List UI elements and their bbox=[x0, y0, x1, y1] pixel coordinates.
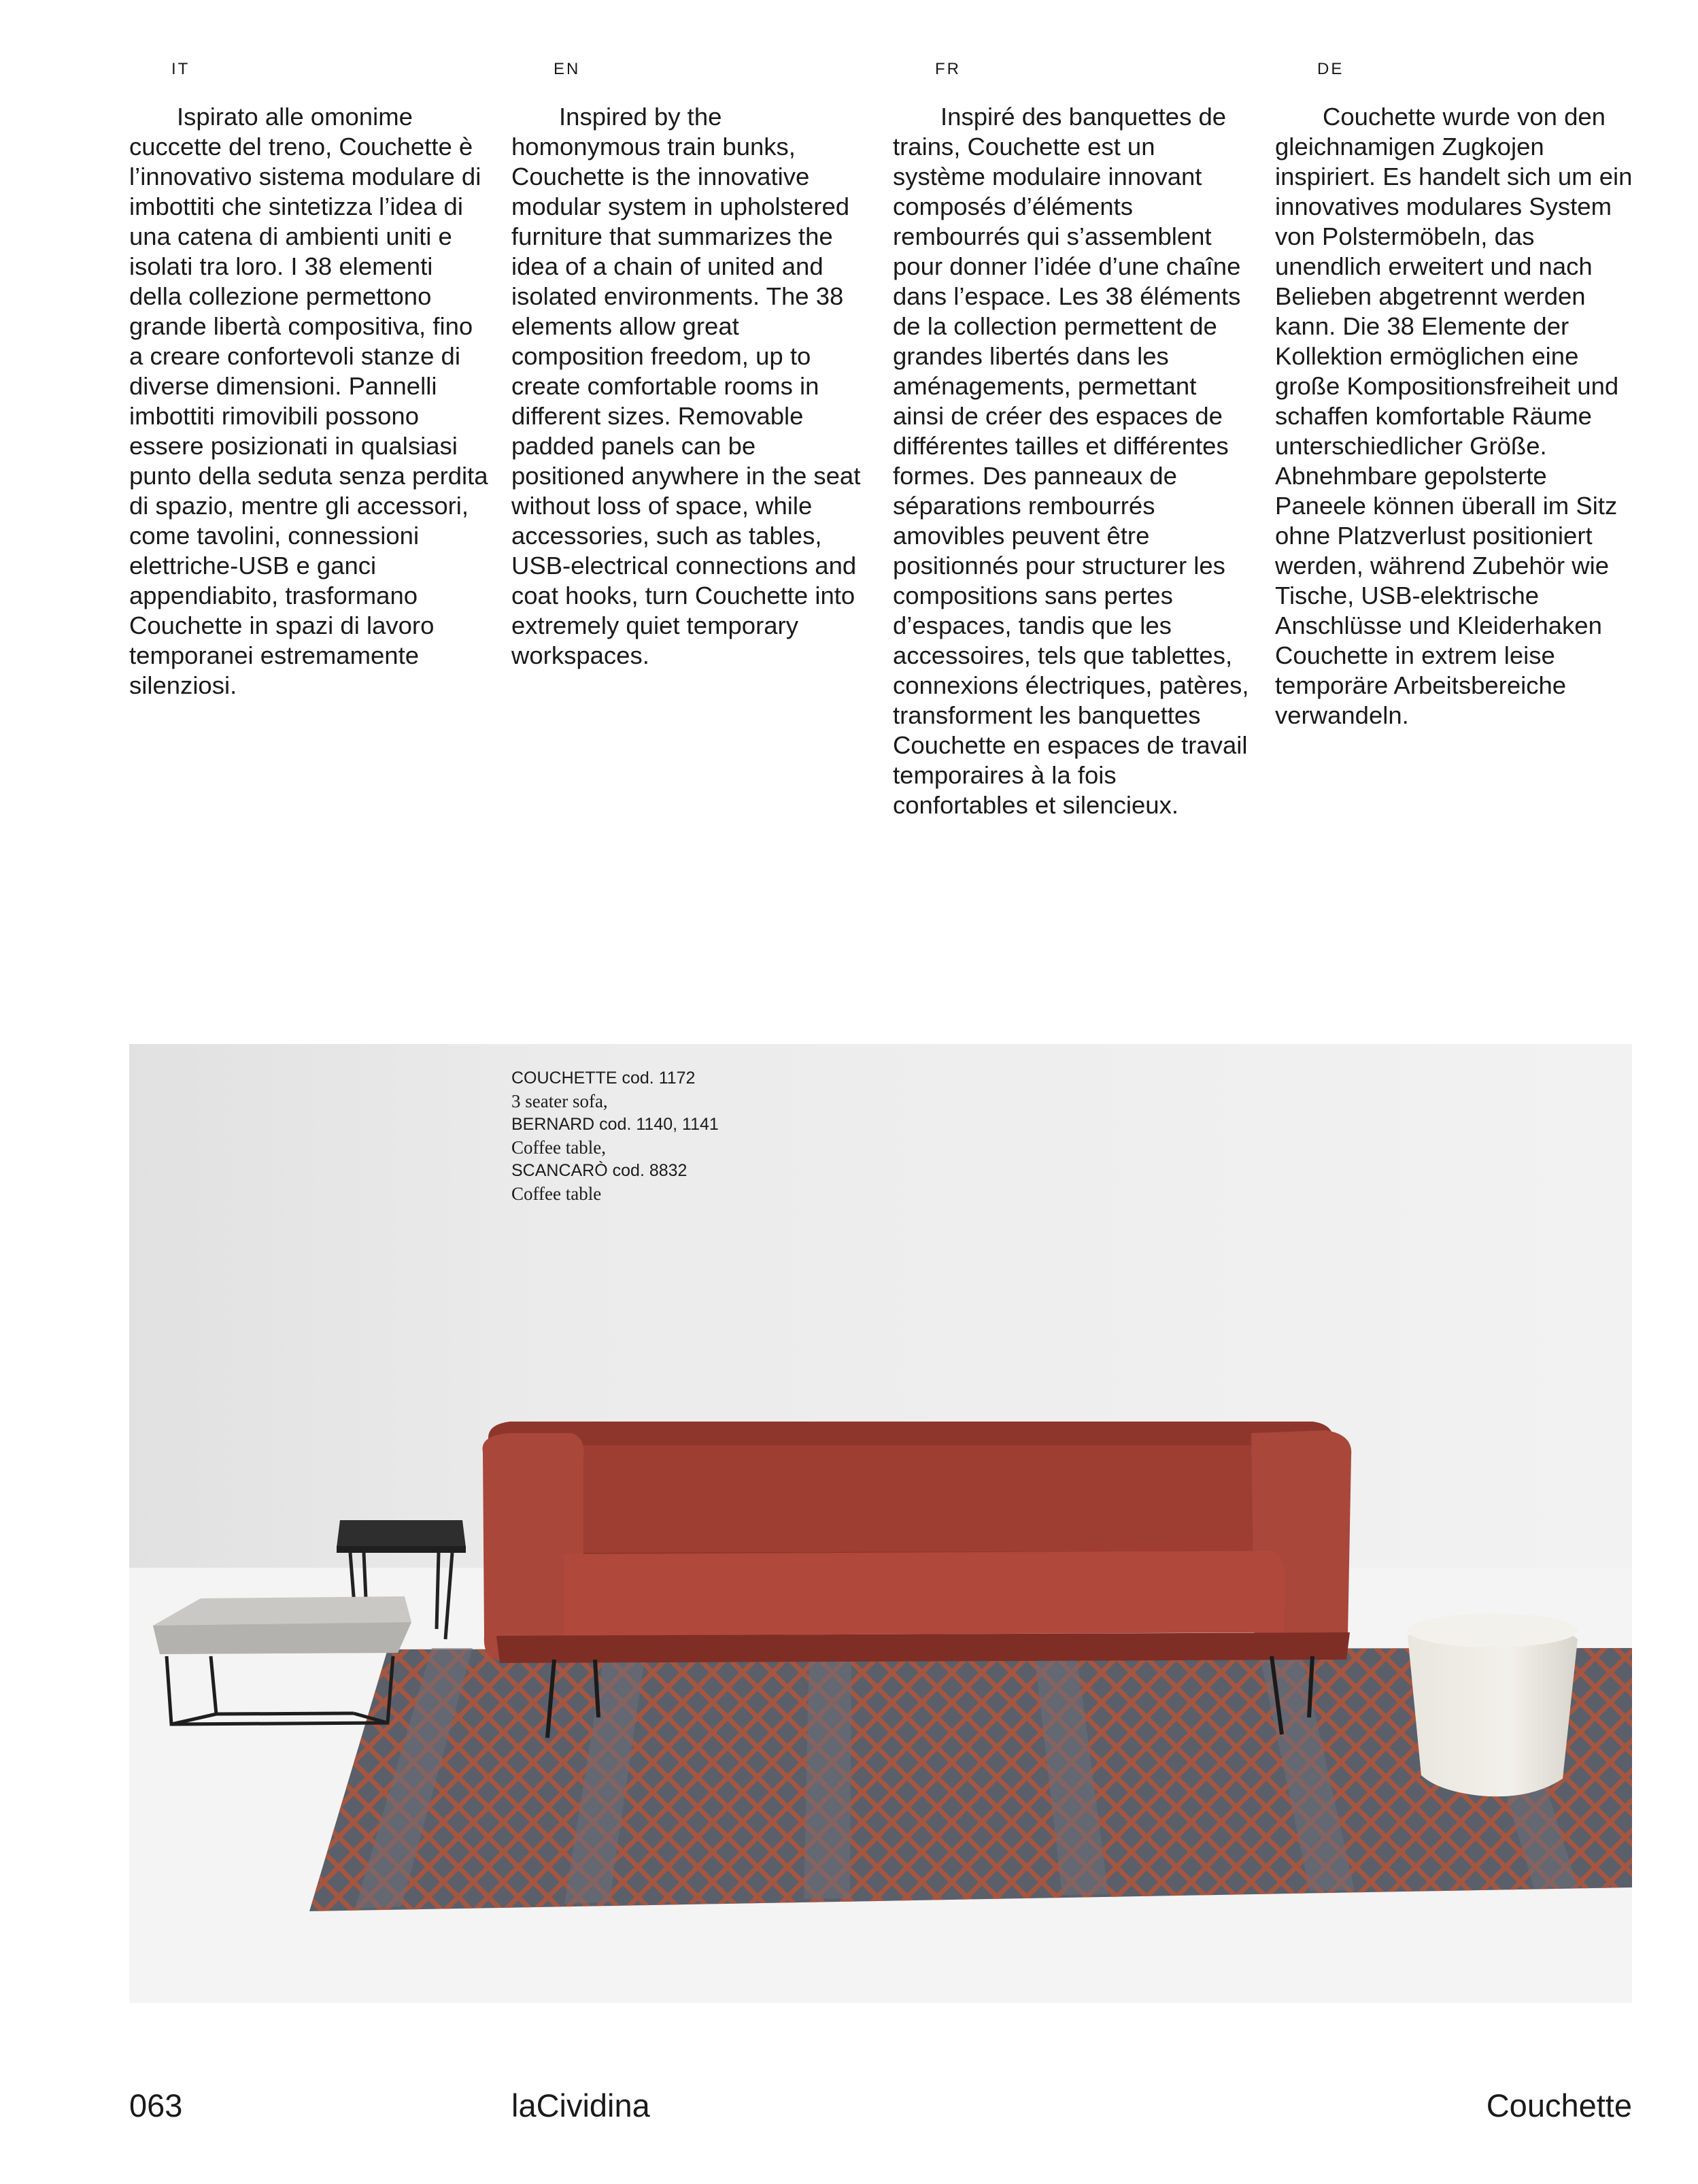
page-number: 063 bbox=[129, 2087, 183, 2123]
stool bbox=[1408, 1613, 1578, 1796]
language-label: FR bbox=[935, 60, 961, 78]
caption-description: Coffee table bbox=[511, 1183, 602, 1204]
language-label: EN bbox=[554, 60, 581, 78]
body-text: Inspiré des banquettes de trains, Couchette est un système modulaire innovant composés d’éléments rembourrés qui s’assemblent pour donner l’idée d’une chaîne dans l’espace. Les 38 éléments de la collection permettent de grandes libertés dans les aménagements, permettant ainsi de créer des espaces de différentes tailles et différentes formes. Des panneaux de séparations rembourrés amovibles peuvent être positionnés pour structurer les compositions sans pertes d’espaces, tandis que les accessoires, tels que tablettes, connexions électriques, patères, transforment les banquettes Couchette en espaces de travail temporaires à la fois confortables et silencieux. bbox=[893, 103, 1249, 819]
product-photo bbox=[129, 1044, 1632, 2003]
language-label: DE bbox=[1317, 60, 1344, 78]
body-text: Couchette wurde von den gleichnamigen Zugkojen inspiriert. Es handelt sich um ein innovatives modulares System von Polstermöbeln, das unendlich erweitert und nach Belieben abgetrennt werden kann. Die 38 Elemente der Kollektion ermöglichen eine große Kompositionsfreiheit und schaffen komfortable Räume unterschiedlicher Größe. Abnehmbare gepolsterte Paneele können überall im Sitz ohne Platzverlust positioniert werden, während Zubehör wie Tische, USB-elektrische Anschlüsse und Kleiderhaken Couchette in extrem leise temporäre Arbeitsbereiche verwandeln. bbox=[1275, 103, 1633, 729]
caption-product: SCANCARÒ cod. 8832 bbox=[511, 1161, 687, 1180]
body-text: Inspired by the homonymous train bunks, Couchette is the innovative modular system in upholstered furniture that summarizes the idea of a chain of united and isolated environments. The 38 elements allow great composition freedom, up to create comfortable rooms in different sizes. Removable padded panels can be positioned anywhere in the seat without loss of space, while accessories, such as tables, USB-electrical connections and coat hooks, turn Couchette into extremely quiet temporary workspaces. bbox=[511, 103, 861, 669]
photo-caption bbox=[511, 1066, 719, 1205]
text-column-fr bbox=[893, 60, 1253, 820]
body-text: Ispirato alle omonime cuccette del treno, Couchette è l’innovativo sistema modulare di imbottiti che sintetizza l’idea di una catena di ambienti uniti e isolati tra loro. I 38 elementi della collezione permettono grande libertà compositiva, fino a creare confortevoli stanze di diverse dimensioni. Pannelli imbottiti rimovibili possono essere posizionati in qualsiasi punto della seduta senza perdita di spazio, mentre gli accessori, come tavolini, connessioni elettriche-USB e ganci appendiabito, trasformano Couchette in spazi di lavoro temporanei estremamente silenziosi. bbox=[129, 103, 488, 699]
text-column-it bbox=[129, 60, 490, 701]
text-column-de bbox=[1275, 60, 1635, 730]
caption-product: BERNARD cod. 1140, 1141 bbox=[511, 1115, 719, 1134]
language-label: IT bbox=[171, 60, 190, 78]
caption-product: COUCHETTE cod. 1172 bbox=[511, 1069, 696, 1088]
text-column-en bbox=[511, 60, 872, 671]
collection-name: Couchette bbox=[1486, 2087, 1632, 2123]
brand-name: laCividina bbox=[511, 2087, 650, 2123]
product-scene bbox=[129, 1044, 1632, 2003]
caption-description: 3 seater sofa, bbox=[511, 1091, 608, 1111]
caption-description: Coffee table, bbox=[511, 1137, 606, 1158]
